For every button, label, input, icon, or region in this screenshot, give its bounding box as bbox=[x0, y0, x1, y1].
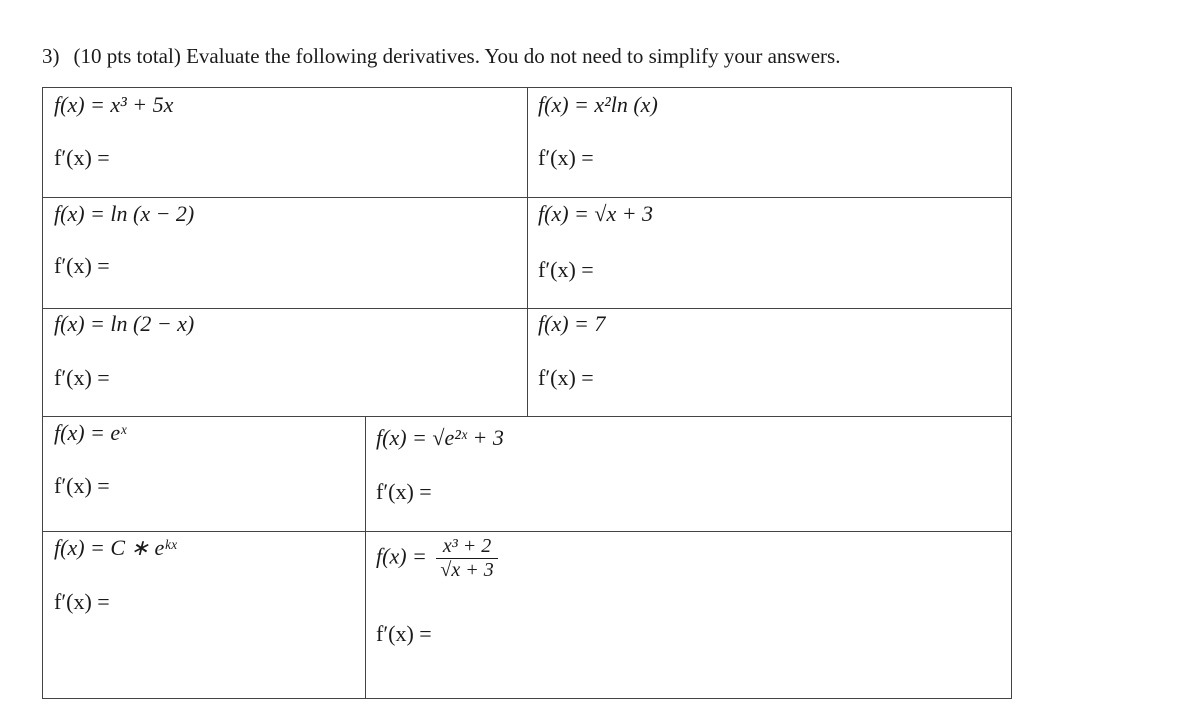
derivative-p9: f′(x) = bbox=[54, 589, 110, 614]
fraction-numerator: x³ + 2 bbox=[442, 535, 492, 557]
derivative-p5: f′(x) = bbox=[54, 365, 110, 390]
derivative-p3: f′(x) = bbox=[54, 253, 110, 278]
derivative-p4: f′(x) = bbox=[538, 257, 594, 282]
fraction bbox=[436, 535, 497, 582]
function-p1: f(x) = x³ + 5x bbox=[54, 92, 174, 117]
derivative-p2: f′(x) = bbox=[538, 145, 594, 170]
function-p2: f(x) = x²ln (x) bbox=[538, 92, 658, 117]
function-p9: f(x) = C ∗ eᵏˣ bbox=[54, 535, 177, 560]
function-p6: f(x) = 7 bbox=[538, 311, 606, 336]
fraction-denominator: √x + 3 bbox=[436, 558, 497, 582]
function-p7: f(x) = eˣ bbox=[54, 420, 127, 445]
derivative-p7: f′(x) = bbox=[54, 473, 110, 498]
function-p4: f(x) = √x + 3 bbox=[538, 201, 654, 226]
question-number: 3) bbox=[42, 44, 60, 68]
derivatives-table bbox=[42, 87, 1012, 699]
function-p5: f(x) = ln (2 − x) bbox=[54, 311, 195, 336]
function-p8: f(x) = √e²ˣ + 3 bbox=[376, 425, 504, 450]
derivative-p10: f′(x) = bbox=[376, 621, 432, 646]
derivative-p6: f′(x) = bbox=[538, 365, 594, 390]
question-text: (10 pts total) Evaluate the following derivatives. You do not need to simplify your answers. bbox=[73, 44, 841, 68]
derivative-p1: f′(x) = bbox=[54, 145, 110, 170]
derivative-p8: f′(x) = bbox=[376, 479, 432, 504]
question-heading bbox=[42, 44, 854, 69]
function-p10: f(x) = $\frac{\text{x³ + 2}}{√x + 3}$ bbox=[376, 535, 498, 582]
function-p3: f(x) = ln (x − 2) bbox=[54, 201, 195, 226]
